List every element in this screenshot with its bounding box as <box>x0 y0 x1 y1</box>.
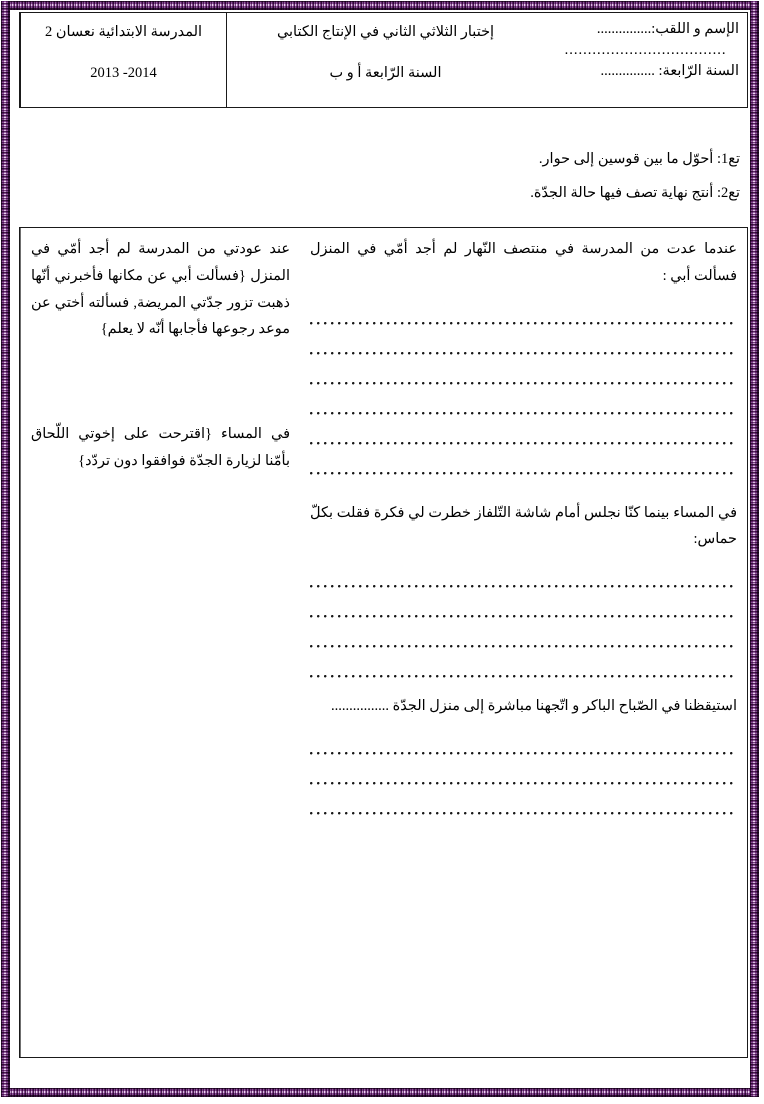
page-border-top-ornament <box>1 1 759 10</box>
answer-line[interactable] <box>310 390 737 420</box>
student-year-field[interactable]: السنة الرّابعة: ............... <box>600 63 739 80</box>
page-border-left-ornament <box>1 1 10 1097</box>
exam-class: السنة الرّابعة أ و ب <box>329 65 442 82</box>
answer-line[interactable] <box>310 330 737 360</box>
answer-lines-group-1 <box>310 300 737 480</box>
answer-line[interactable] <box>310 593 737 623</box>
answer-line[interactable] <box>310 360 737 390</box>
answer-spacer-5 <box>310 720 737 730</box>
header-table <box>19 12 748 108</box>
answer-column <box>300 228 747 1057</box>
header-cell-school <box>20 13 226 107</box>
main-answer-table <box>19 227 748 1058</box>
instruction-task-2: تع2: أنتج نهاية تصف فيها حالة الجدّة. <box>530 185 740 202</box>
answer-line[interactable] <box>310 730 737 760</box>
student-name-field[interactable]: الإسم و اللقب:............... <box>596 21 739 37</box>
instructions-block <box>19 122 748 226</box>
instruction-task-1: تع1: أحوّل ما بين قوسين إلى حوار. <box>538 151 740 167</box>
answer-line[interactable] <box>310 760 737 790</box>
page-border-bottom-ornament <box>1 1088 759 1097</box>
answer-line[interactable] <box>310 623 737 653</box>
source-paragraph-2: في المساء {اقترحت على إخوتي اللّحاق بأمّنا لزيارة الجدّة فوافقوا دون تردّد} <box>31 426 290 470</box>
answer-spacer-1 <box>310 290 737 300</box>
answer-line[interactable] <box>310 450 737 480</box>
answer-spacer-3 <box>310 553 737 563</box>
answer-prompt-3: استيقظنا في الصّباح الباكر و اتّجهنا مباشرة إلى منزل الجدّة ................ <box>331 698 737 715</box>
answer-prompt-2: في المساء بينما كنّا نجلس أمام شاشة التّلفاز خطرت لي فكرة فقلت بكلّ حماس: <box>310 504 737 548</box>
answer-lines-group-2 <box>310 563 737 683</box>
answer-spacer-4 <box>310 683 737 693</box>
answer-line[interactable] <box>310 653 737 683</box>
answer-line[interactable] <box>310 790 737 819</box>
answer-line[interactable] <box>310 563 737 593</box>
header-cell-exam <box>226 13 544 107</box>
school-year: 2013 -2014 <box>90 65 157 82</box>
school-name: المدرسة الابتدائية نعسان 2 <box>44 24 203 40</box>
answer-line[interactable] <box>310 420 737 450</box>
answer-lines-group-3 <box>310 730 737 819</box>
header-cell-student <box>544 13 747 107</box>
page-content <box>10 10 750 1088</box>
answer-spacer-2 <box>310 480 737 500</box>
answer-line[interactable] <box>310 300 737 330</box>
source-spacer-1 <box>31 343 290 421</box>
student-name-dots[interactable]: ................................... <box>564 42 727 59</box>
source-paragraph-1: عند عودتي من المدرسة لم أجد أمّي في المنزل {فسألت أبي عن مكانها فأخبرني أنّها ذهبت تزور جدّتي المريضة, فسألته أختي عن موعد رجوعها فأجابها أنّه لا يعلم} <box>31 241 290 338</box>
exam-title: إختبار الثلاثي الثاني في الإنتاج الكتابي <box>276 24 495 40</box>
source-text-column <box>20 228 300 1057</box>
page-border-right-ornament <box>750 1 759 1097</box>
answer-prompt-1: عندما عدت من المدرسة في منتصف النّهار لم أجد أمّي في المنزل فسألت أبي : <box>310 241 737 284</box>
